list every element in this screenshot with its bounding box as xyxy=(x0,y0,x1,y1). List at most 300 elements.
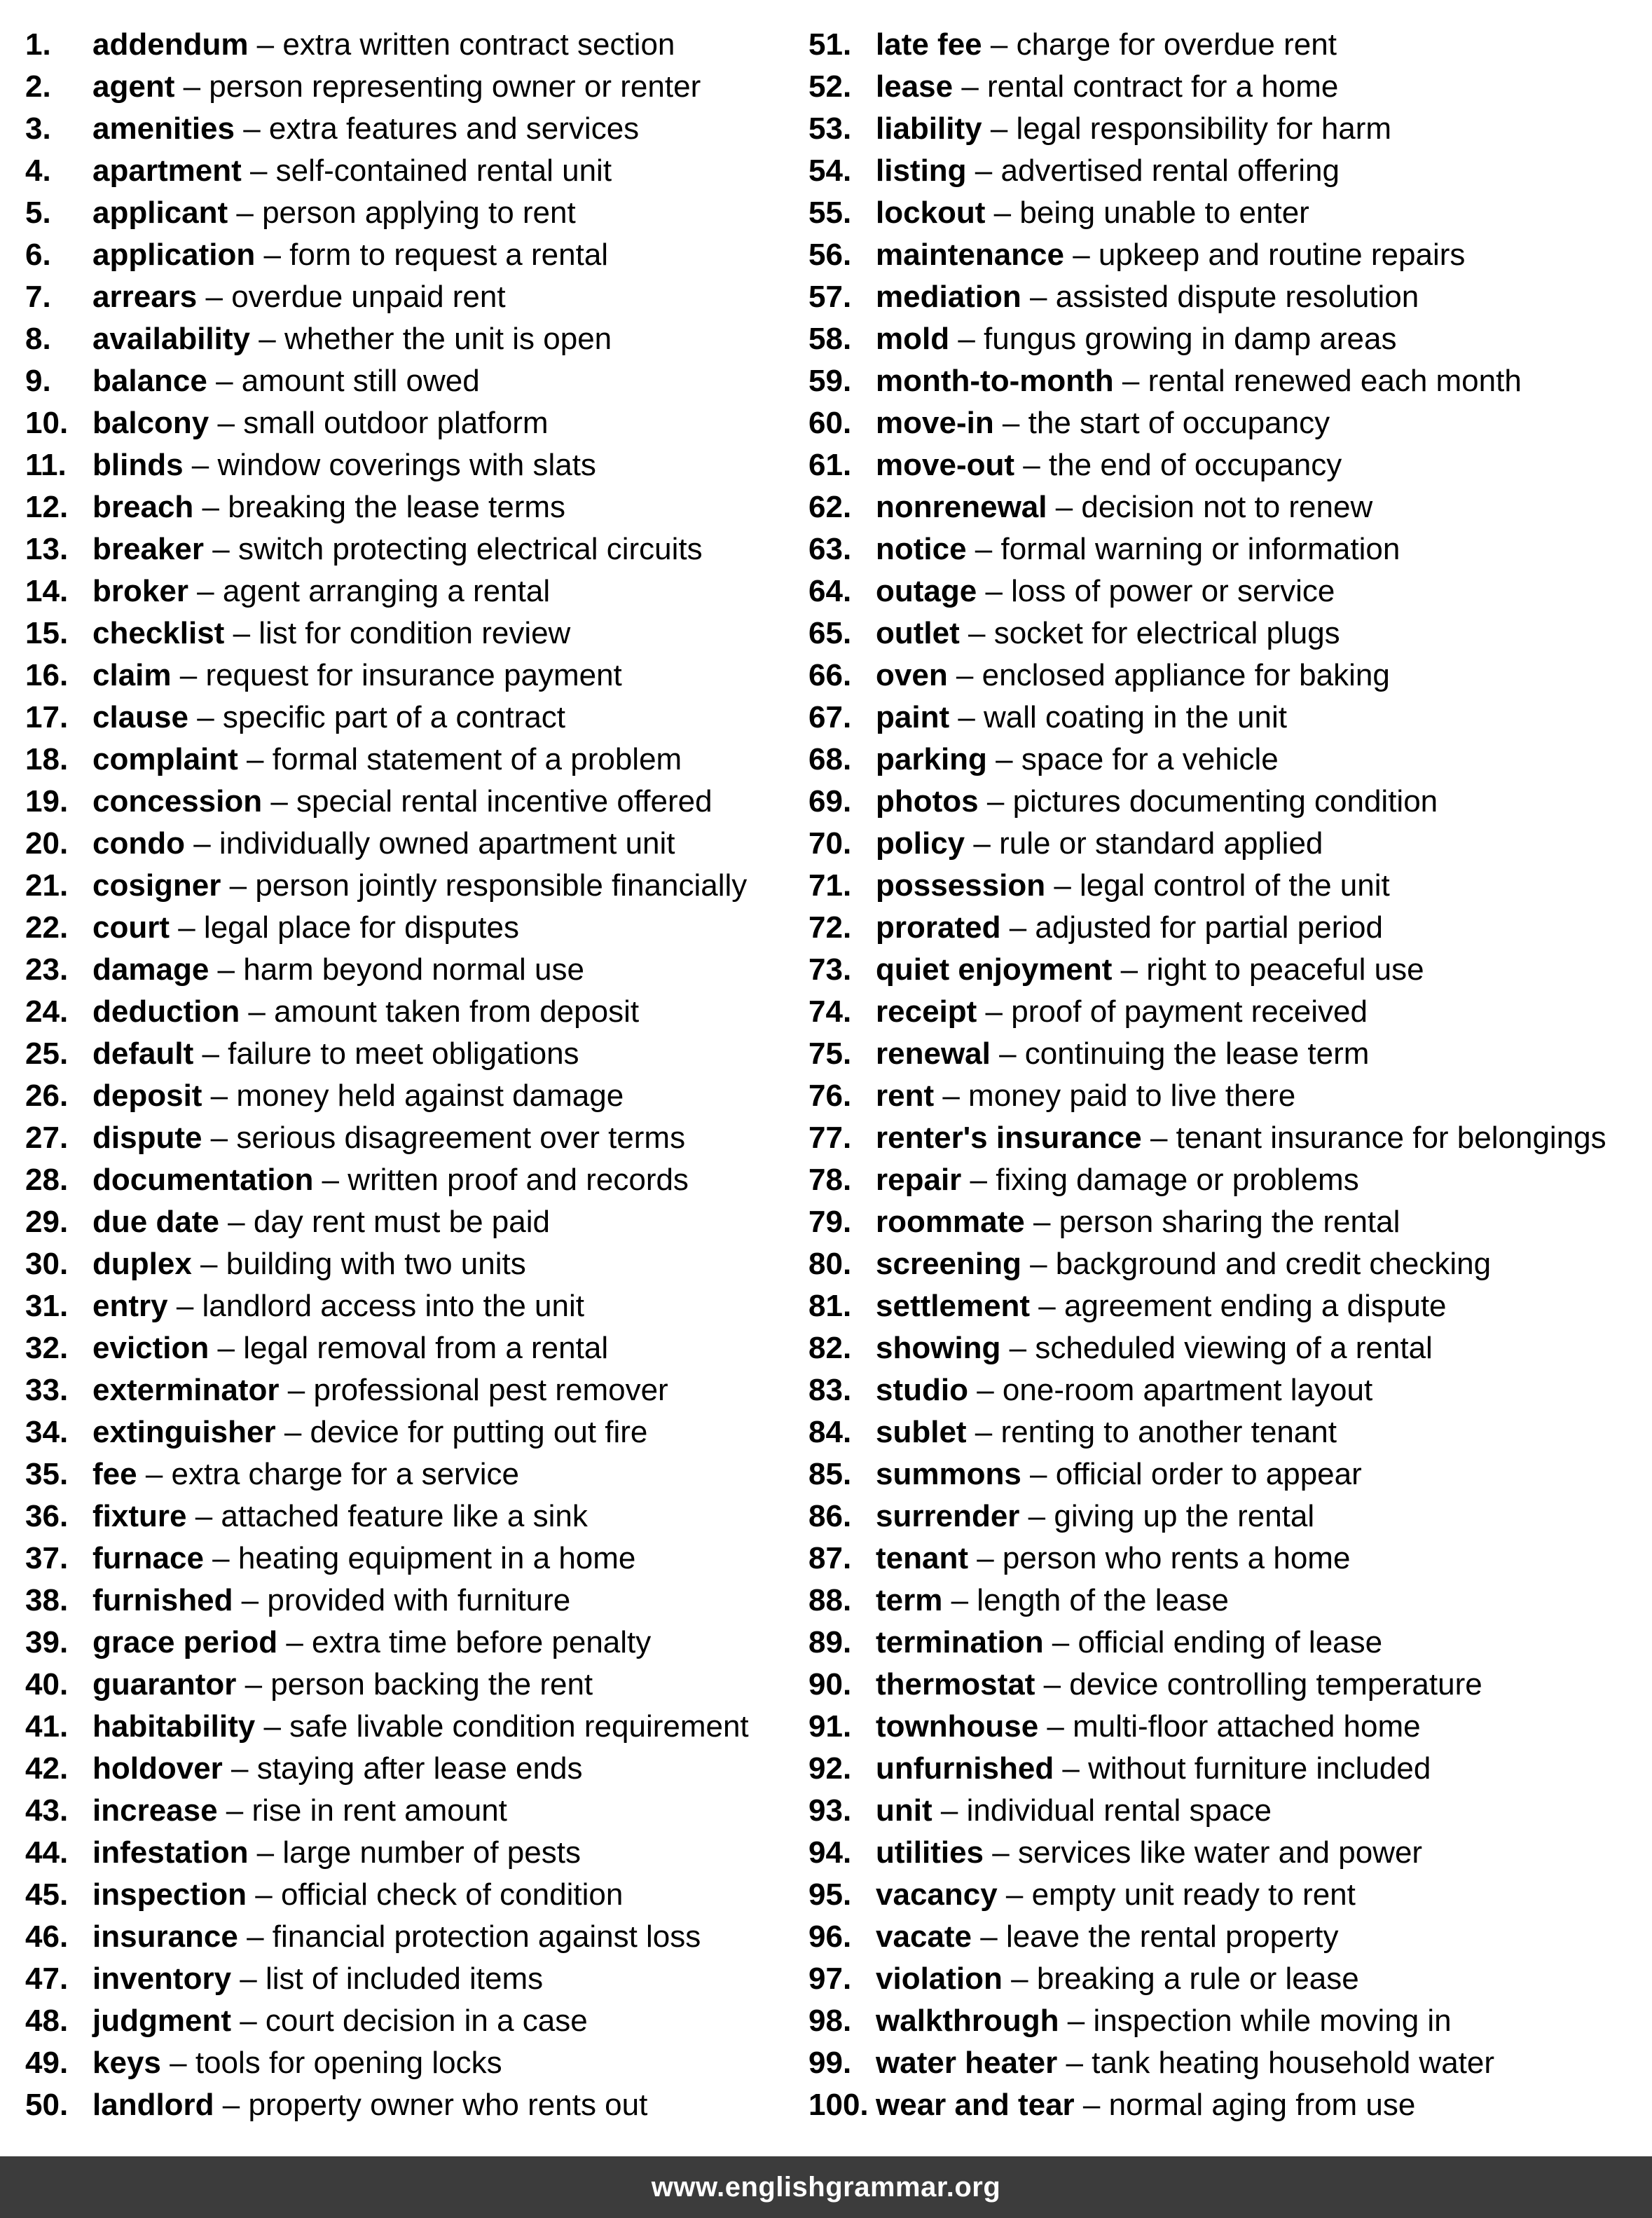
entry-term: walkthrough xyxy=(876,2004,1059,2038)
entry-number: 9. xyxy=(25,364,51,398)
entry-separator: – xyxy=(209,1331,244,1365)
entry-separator: – xyxy=(1043,1625,1078,1659)
entry-term: thermostat xyxy=(876,1667,1035,1702)
entry-separator: – xyxy=(1064,238,1099,272)
entry-separator: – xyxy=(204,532,238,566)
entry-number: 70. xyxy=(808,826,852,861)
entry-separator: – xyxy=(184,826,219,861)
glossary-entry xyxy=(808,1033,1649,1075)
entry-term: wear and tear xyxy=(876,2088,1075,2122)
entry-number: 1. xyxy=(25,27,51,62)
glossary-entry xyxy=(808,1580,1649,1622)
glossary-entry xyxy=(25,1958,796,2000)
entry-number: 81. xyxy=(808,1289,852,1323)
footer-website-link[interactable]: www.englishgrammar.org xyxy=(651,2171,1001,2203)
entry-separator: – xyxy=(932,1793,967,1828)
glossary-entry xyxy=(808,108,1649,150)
entry-term: move-in xyxy=(876,406,994,440)
entry-definition: legal control of the unit xyxy=(1080,868,1390,903)
entry-separator: – xyxy=(183,448,218,482)
entry-term: breach xyxy=(92,490,194,524)
entry-separator: – xyxy=(990,1036,1025,1071)
entry-separator: – xyxy=(277,1625,312,1659)
entry-number: 73. xyxy=(808,952,852,987)
entry-separator: – xyxy=(977,994,1012,1029)
glossary-entry xyxy=(25,1075,796,1117)
glossary-entry xyxy=(25,1580,796,1622)
entry-term: apartment xyxy=(92,153,242,188)
glossary-entry xyxy=(25,1327,796,1369)
entry-definition: tenant insurance for belongings xyxy=(1176,1121,1606,1155)
entry-definition: loss of power or service xyxy=(1011,574,1335,608)
entry-separator: – xyxy=(193,1036,228,1071)
entry-term: rent xyxy=(876,1079,935,1113)
entry-definition: window coverings with slats xyxy=(217,448,596,482)
entry-separator: – xyxy=(966,153,1001,188)
entry-number: 93. xyxy=(808,1793,852,1828)
glossary-entry xyxy=(25,1033,796,1075)
glossary-entry xyxy=(808,1117,1649,1159)
entry-number: 56. xyxy=(808,238,852,272)
entry-term: keys xyxy=(92,2046,161,2080)
entry-term: notice xyxy=(876,532,967,566)
entry-definition: legal responsibility for harm xyxy=(1016,111,1392,146)
glossary-entry xyxy=(25,1411,796,1453)
entry-number: 83. xyxy=(808,1373,852,1407)
entry-number: 34. xyxy=(25,1415,69,1449)
entry-separator: – xyxy=(255,1709,290,1744)
entry-separator: – xyxy=(188,700,223,734)
entry-definition: amount taken from deposit xyxy=(274,994,640,1029)
entry-definition: safe livable condition requirement xyxy=(289,1709,749,1744)
entry-separator: – xyxy=(167,1289,202,1323)
glossary-entry xyxy=(25,1664,796,1706)
entry-definition: charge for overdue rent xyxy=(1016,27,1337,62)
entry-number: 18. xyxy=(25,742,69,776)
entry-separator: – xyxy=(203,1541,238,1575)
entry-term: claim xyxy=(92,658,172,692)
entry-term: surrender xyxy=(876,1499,1020,1533)
entry-number: 53. xyxy=(808,111,852,146)
entry-term: increase xyxy=(92,1793,218,1828)
entry-separator: – xyxy=(985,196,1020,230)
entry-definition: special rental incentive offered xyxy=(296,784,713,819)
glossary-list xyxy=(0,24,1652,2122)
entry-definition: extra charge for a service xyxy=(171,1457,519,1491)
entry-separator: – xyxy=(977,574,1012,608)
entry-definition: individually owned apartment unit xyxy=(219,826,675,861)
entry-term: documentation xyxy=(92,1163,314,1197)
entry-separator: – xyxy=(209,406,244,440)
entry-definition: harm beyond normal use xyxy=(243,952,584,987)
entry-definition: person applying to rent xyxy=(262,196,576,230)
entry-separator: – xyxy=(230,2004,266,2038)
entry-definition: money paid to live there xyxy=(968,1079,1296,1113)
entry-number: 19. xyxy=(25,784,69,819)
entry-number: 55. xyxy=(808,196,852,230)
entry-term: arrears xyxy=(92,280,198,314)
glossary-entry xyxy=(808,697,1649,739)
entry-term: summons xyxy=(876,1457,1021,1491)
entry-definition: pictures documenting condition xyxy=(1012,784,1438,819)
entry-separator: – xyxy=(171,658,206,692)
entry-number: 72. xyxy=(808,910,852,945)
entry-number: 84. xyxy=(808,1415,852,1449)
entry-number: 49. xyxy=(25,2046,69,2080)
entry-term: paint xyxy=(876,700,950,734)
entry-number: 6. xyxy=(25,238,51,272)
entry-number: 66. xyxy=(808,658,852,692)
entry-definition: professional pest remover xyxy=(313,1373,668,1407)
entry-separator: – xyxy=(221,868,256,903)
glossary-entry xyxy=(808,1874,1649,1916)
entry-number: 65. xyxy=(808,616,852,650)
entry-term: oven xyxy=(876,658,948,692)
glossary-entry xyxy=(808,2000,1649,2042)
entry-number: 48. xyxy=(25,2004,69,2038)
entry-term: exterminator xyxy=(92,1373,280,1407)
entry-definition: small outdoor platform xyxy=(243,406,549,440)
entry-definition: list for condition review xyxy=(259,616,571,650)
entry-term: extinguisher xyxy=(92,1415,276,1449)
entry-term: applicant xyxy=(92,196,228,230)
glossary-entry xyxy=(25,781,796,823)
entry-term: agent xyxy=(92,69,175,104)
entry-term: lease xyxy=(876,69,954,104)
entry-term: late fee xyxy=(876,27,982,62)
glossary-entry xyxy=(25,612,796,655)
glossary-entry xyxy=(25,1285,796,1327)
entry-definition: wall coating in the unit xyxy=(984,700,1287,734)
entry-definition: without furniture included xyxy=(1088,1751,1431,1786)
glossary-entry xyxy=(808,1622,1649,1664)
entry-term: photos xyxy=(876,784,979,819)
entry-term: mold xyxy=(876,322,950,356)
entry-separator: – xyxy=(1112,952,1147,987)
glossary-entry xyxy=(808,402,1649,444)
entry-separator: – xyxy=(1021,1457,1056,1491)
entry-term: infestation xyxy=(92,1835,249,1870)
entry-term: concession xyxy=(92,784,263,819)
glossary-entry xyxy=(808,1159,1649,1201)
entry-number: 69. xyxy=(808,784,852,819)
entry-definition: switch protecting electrical circuits xyxy=(238,532,703,566)
entry-separator: – xyxy=(202,1121,237,1155)
entry-definition: serious disagreement over terms xyxy=(236,1121,686,1155)
glossary-entry xyxy=(808,1832,1649,1874)
entry-definition: breaking a rule or lease xyxy=(1036,1962,1359,1996)
entry-separator: – xyxy=(1030,1289,1064,1323)
glossary-entry xyxy=(25,108,796,150)
entry-separator: – xyxy=(231,1962,266,1996)
entry-number: 63. xyxy=(808,532,852,566)
entry-definition: decision not to renew xyxy=(1081,490,1373,524)
entry-number: 95. xyxy=(808,1877,852,1912)
glossary-entry xyxy=(808,1411,1649,1453)
entry-number: 5. xyxy=(25,196,51,230)
entry-number: 29. xyxy=(25,1205,69,1239)
entry-definition: person backing the rent xyxy=(270,1667,593,1702)
entry-definition: formal warning or information xyxy=(1000,532,1400,566)
glossary-entry xyxy=(25,739,796,781)
glossary-entry xyxy=(25,2042,796,2084)
entry-separator: – xyxy=(949,700,984,734)
entry-definition: background and credit checking xyxy=(1055,1247,1492,1281)
entry-definition: proof of payment received xyxy=(1011,994,1368,1029)
entry-separator: – xyxy=(1024,1205,1059,1239)
entry-term: townhouse xyxy=(876,1709,1039,1744)
entry-definition: property owner who rents out xyxy=(248,2088,648,2122)
entry-definition: socket for electrical plugs xyxy=(993,616,1340,650)
entry-term: lockout xyxy=(876,196,986,230)
entry-definition: tank heating household water xyxy=(1092,2046,1495,2080)
entry-separator: – xyxy=(262,784,297,819)
entry-definition: extra features and services xyxy=(268,111,640,146)
entry-number: 94. xyxy=(808,1835,852,1870)
entry-number: 47. xyxy=(25,1962,69,1996)
entry-definition: official order to appear xyxy=(1055,1457,1362,1491)
entry-definition: being unable to enter xyxy=(1019,196,1309,230)
entry-definition: self-contained rental unit xyxy=(275,153,612,188)
entry-separator: – xyxy=(197,280,232,314)
entry-definition: multi-floor attached home xyxy=(1073,1709,1421,1744)
entry-number: 90. xyxy=(808,1667,852,1702)
entry-term: breaker xyxy=(92,532,205,566)
entry-separator: – xyxy=(313,1163,348,1197)
entry-term: move-out xyxy=(876,448,1014,482)
entry-definition: rise in rent amount xyxy=(252,1793,507,1828)
entry-definition: amount still owed xyxy=(241,364,480,398)
entry-number: 20. xyxy=(25,826,69,861)
entry-separator: – xyxy=(966,1415,1001,1449)
glossary-entry xyxy=(808,1538,1649,1580)
entry-term: sublet xyxy=(876,1415,967,1449)
entry-number: 74. xyxy=(808,994,852,1029)
entry-separator: – xyxy=(174,69,209,104)
entry-number: 59. xyxy=(808,364,852,398)
entry-separator: – xyxy=(959,616,994,650)
entry-separator: – xyxy=(238,1919,273,1954)
entry-term: eviction xyxy=(92,1331,209,1365)
entry-term: landlord xyxy=(92,2088,214,2122)
entry-term: outage xyxy=(876,574,977,608)
entry-definition: the end of occupancy xyxy=(1048,448,1342,482)
entry-number: 64. xyxy=(808,574,852,608)
entry-number: 51. xyxy=(808,27,852,62)
entry-separator: – xyxy=(188,574,223,608)
glossary-entry xyxy=(808,24,1649,66)
entry-term: roommate xyxy=(876,1205,1025,1239)
entry-definition: advertised rental offering xyxy=(1000,153,1340,188)
entry-number: 98. xyxy=(808,2004,852,2038)
entry-separator: – xyxy=(1000,1331,1035,1365)
glossary-entry xyxy=(808,150,1649,192)
glossary-entry xyxy=(25,276,796,318)
entry-term: nonrenewal xyxy=(876,490,1047,524)
glossary-entry xyxy=(808,1748,1649,1790)
glossary-entry xyxy=(25,1706,796,1748)
entry-number: 99. xyxy=(808,2046,852,2080)
entry-number: 96. xyxy=(808,1919,852,1954)
glossary-column-left xyxy=(25,24,796,2126)
entry-separator: – xyxy=(1054,1751,1089,1786)
entry-definition: leave the rental property xyxy=(1005,1919,1339,1954)
glossary-entry xyxy=(808,66,1649,108)
entry-definition: form to request a rental xyxy=(289,238,609,272)
entry-term: fixture xyxy=(92,1499,187,1533)
entry-number: 57. xyxy=(808,280,852,314)
entry-separator: – xyxy=(279,1373,314,1407)
glossary-entry xyxy=(25,1495,796,1538)
entry-number: 52. xyxy=(808,69,852,104)
entry-number: 76. xyxy=(808,1079,852,1113)
entry-separator: – xyxy=(1057,2046,1092,2080)
entry-term: term xyxy=(876,1583,943,1617)
glossary-entry xyxy=(808,1453,1649,1495)
entry-separator: – xyxy=(966,532,1001,566)
entry-number: 32. xyxy=(25,1331,69,1365)
entry-definition: attached feature like a sink xyxy=(221,1499,588,1533)
glossary-entry xyxy=(25,1622,796,1664)
entry-separator: – xyxy=(1141,1121,1176,1155)
entry-definition: length of the lease xyxy=(977,1583,1229,1617)
entry-separator: – xyxy=(234,111,269,146)
glossary-entry xyxy=(808,823,1649,865)
entry-separator: – xyxy=(275,1415,310,1449)
entry-definition: building with two units xyxy=(226,1247,526,1281)
glossary-entry xyxy=(25,655,796,697)
entry-separator: – xyxy=(224,616,259,650)
entry-term: utilities xyxy=(876,1835,984,1870)
entry-definition: agreement ending a dispute xyxy=(1064,1289,1447,1323)
entry-separator: – xyxy=(236,1667,271,1702)
entry-definition: person who rents a home xyxy=(1002,1541,1351,1575)
entry-separator: – xyxy=(1047,490,1082,524)
entry-term: habitability xyxy=(92,1709,256,1744)
glossary-entry xyxy=(808,1075,1649,1117)
entry-number: 79. xyxy=(808,1205,852,1239)
glossary-entry xyxy=(25,1538,796,1580)
entry-separator: – xyxy=(1000,910,1035,945)
entry-number: 11. xyxy=(25,448,67,482)
entry-definition: extra written contract section xyxy=(282,27,675,62)
entry-definition: failure to meet obligations xyxy=(228,1036,579,1071)
entry-term: cosigner xyxy=(92,868,221,903)
entry-definition: list of included items xyxy=(265,1962,544,1996)
entry-definition: provided with furniture xyxy=(267,1583,571,1617)
glossary-entry xyxy=(808,2042,1649,2084)
entry-definition: legal removal from a rental xyxy=(243,1331,609,1365)
entry-definition: financial protection against loss xyxy=(272,1919,701,1954)
entry-separator: – xyxy=(228,196,263,230)
glossary-entry xyxy=(808,570,1649,612)
entry-number: 54. xyxy=(808,153,852,188)
glossary-entry xyxy=(808,444,1649,486)
entry-term: blinds xyxy=(92,448,184,482)
entry-term: availability xyxy=(92,322,251,356)
entry-definition: extra time before penalty xyxy=(312,1625,652,1659)
entry-term: repair xyxy=(876,1163,962,1197)
entry-definition: giving up the rental xyxy=(1054,1499,1315,1533)
entry-separator: – xyxy=(241,153,276,188)
glossary-entry xyxy=(25,1916,796,1958)
entry-number: 4. xyxy=(25,153,51,188)
entry-number: 26. xyxy=(25,1079,69,1113)
entry-number: 85. xyxy=(808,1457,852,1491)
entry-definition: specific part of a contract xyxy=(222,700,566,734)
entry-definition: request for insurance payment xyxy=(205,658,622,692)
entry-definition: individual rental space xyxy=(966,1793,1272,1828)
entry-separator: – xyxy=(1059,2004,1094,2038)
entry-separator: – xyxy=(934,1079,969,1113)
entry-number: 60. xyxy=(808,406,852,440)
entry-separator: – xyxy=(238,742,273,776)
entry-number: 89. xyxy=(808,1625,852,1659)
glossary-entry xyxy=(808,318,1649,360)
glossary-entry xyxy=(808,1201,1649,1243)
entry-separator: – xyxy=(1045,868,1080,903)
entry-term: unfurnished xyxy=(876,1751,1054,1786)
entry-number: 71. xyxy=(808,868,852,903)
entry-definition: breaking the lease terms xyxy=(228,490,566,524)
entry-term: possession xyxy=(876,868,1046,903)
entry-definition: tools for opening locks xyxy=(195,2046,502,2080)
entry-number: 33. xyxy=(25,1373,69,1407)
glossary-entry xyxy=(808,234,1649,276)
entry-term: court xyxy=(92,910,170,945)
entry-term: prorated xyxy=(876,910,1001,945)
glossary-entry xyxy=(25,150,796,192)
glossary-entry xyxy=(25,697,796,739)
entry-definition: fungus growing in damp areas xyxy=(984,322,1397,356)
entry-number: 41. xyxy=(25,1709,69,1744)
entry-term: fee xyxy=(92,1457,137,1491)
entry-definition: continuing the lease term xyxy=(1024,1036,1370,1071)
entry-definition: enclosed appliance for baking xyxy=(982,658,1390,692)
entry-number: 97. xyxy=(808,1962,852,1996)
glossary-entry xyxy=(808,1285,1649,1327)
entry-number: 58. xyxy=(808,322,852,356)
entry-number: 39. xyxy=(25,1625,69,1659)
glossary-entry xyxy=(808,1790,1649,1832)
entry-term: renewal xyxy=(876,1036,991,1071)
glossary-entry xyxy=(808,1369,1649,1411)
glossary-entry xyxy=(808,192,1649,234)
entry-separator: – xyxy=(186,1499,221,1533)
entry-definition: upkeep and routine repairs xyxy=(1098,238,1466,272)
entry-separator: – xyxy=(240,994,275,1029)
entry-term: parking xyxy=(876,742,987,776)
entry-term: grace period xyxy=(92,1625,278,1659)
entry-number: 50. xyxy=(25,2088,69,2122)
entry-separator: – xyxy=(217,1793,252,1828)
entry-term: complaint xyxy=(92,742,238,776)
entry-term: dispute xyxy=(92,1121,202,1155)
entry-term: damage xyxy=(92,952,209,987)
entry-term: tenant xyxy=(876,1541,968,1575)
glossary-entry xyxy=(25,486,796,528)
entry-term: receipt xyxy=(876,994,977,1029)
entry-definition: overdue unpaid rent xyxy=(231,280,506,314)
entry-definition: person representing owner or renter xyxy=(209,69,701,104)
entry-term: balance xyxy=(92,364,207,398)
glossary-entry xyxy=(808,655,1649,697)
entry-definition: staying after lease ends xyxy=(256,1751,583,1786)
entry-definition: right to peaceful use xyxy=(1146,952,1424,987)
entry-number: 15. xyxy=(25,616,69,650)
entry-term: month-to-month xyxy=(876,364,1114,398)
glossary-entry xyxy=(808,1916,1649,1958)
